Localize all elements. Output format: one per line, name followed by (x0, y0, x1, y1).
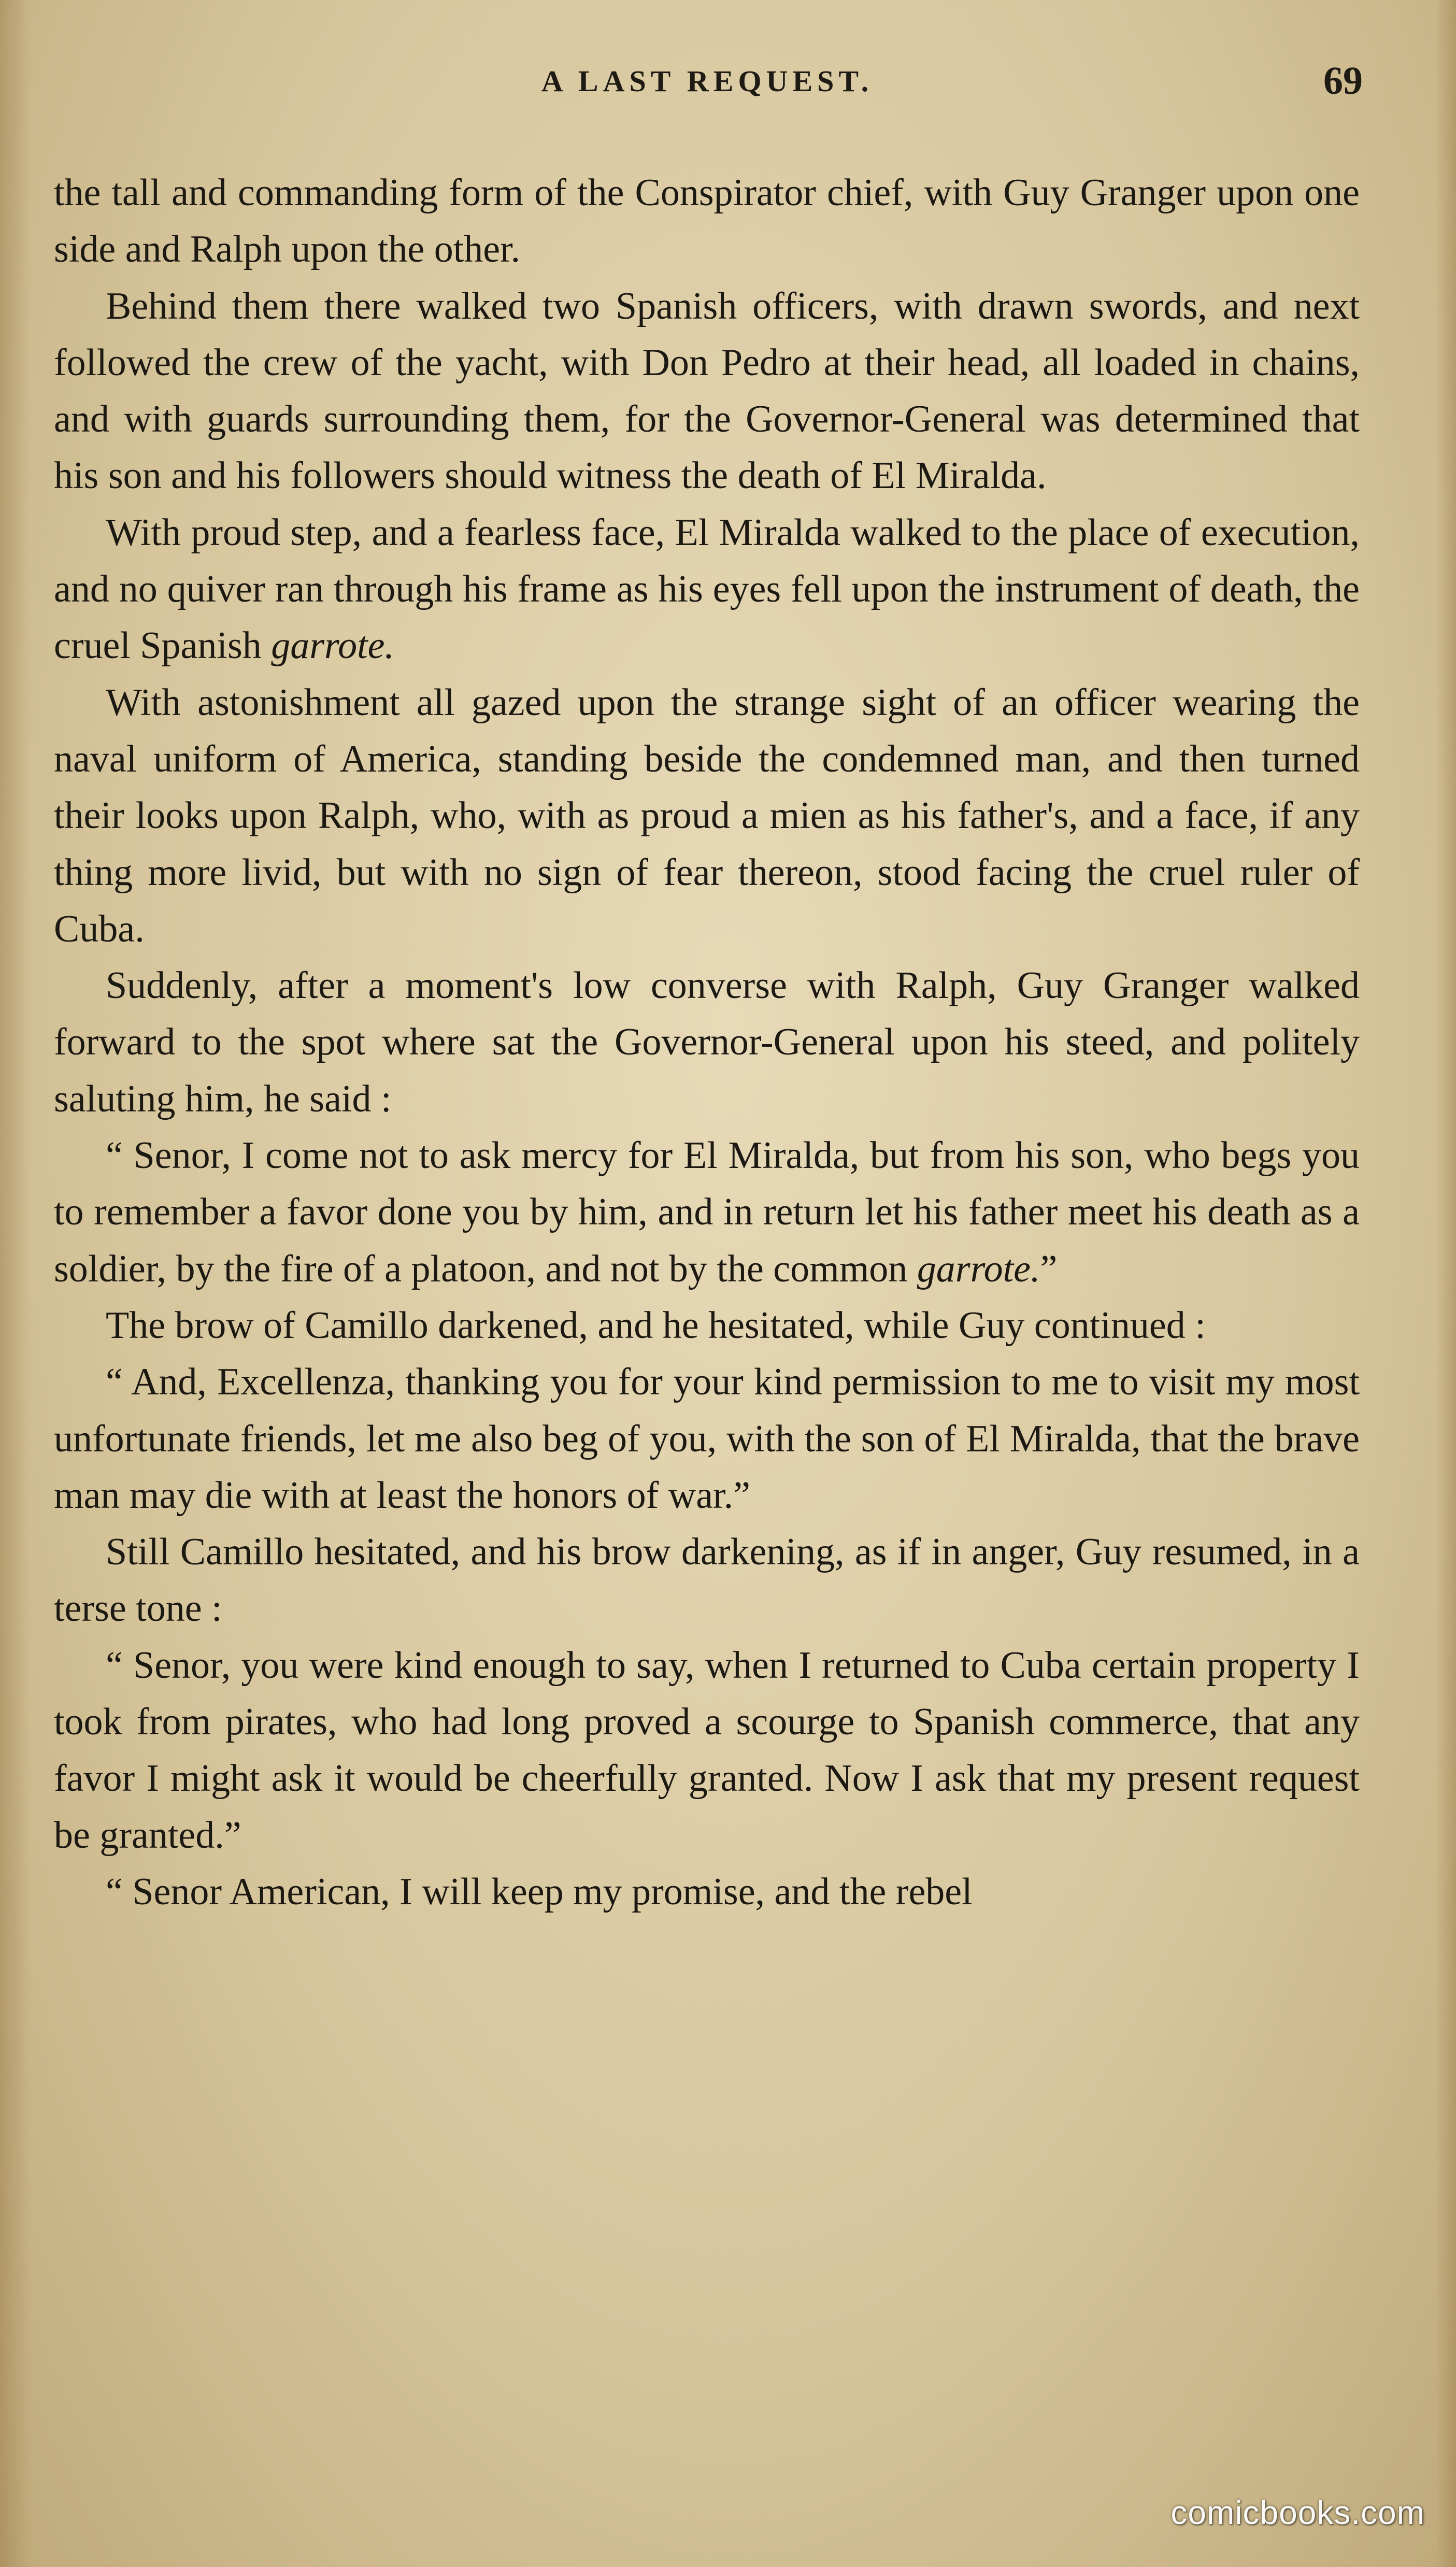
paragraph (54, 505, 1360, 675)
page-number: 69 (1323, 59, 1363, 103)
paragraph (54, 1637, 1360, 1864)
running-title: A LAST REQUEST. (541, 64, 874, 98)
paragraph-text: the tall and commanding form of the Conspirator chief, with Guy Granger upon one side and Ralph upon the other. (54, 172, 1360, 271)
paragraph-text: With proud step, and a fearless face, El Miralda walked to the place of execution, and no quiver ran through his frame as his eyes fell upon the instrument of death, the cruel Spanish (54, 511, 1360, 667)
paragraph (54, 958, 1360, 1128)
italic-text: garrote. (271, 624, 395, 667)
paragraph (54, 1354, 1360, 1524)
paragraph-text: “ Senor American, I will keep my promise, and the rebel (106, 1870, 973, 1913)
paragraph-text: The brow of Camillo darkened, and he hesitated, while Guy continued : (106, 1304, 1206, 1347)
paragraph-text: “ Senor, I come not to ask mercy for El Miralda, but from his son, who begs you to remember a favor done you by him, and in return let his father meet his death as a soldier, by the fire of a platoon, and not by the common (54, 1134, 1360, 1290)
paragraph (54, 1864, 1360, 1920)
page-header (52, 49, 1363, 111)
paragraph-text: With astonishment all gazed upon the strange sight of an officer wearing the naval uniform of America, standing beside the condemned man, and then turned their looks upon Ralph, who, with as proud a mien as his father's, and a face, if any thing more livid, but with no sign of fear thereon, stood facing the cruel ruler of Cuba. (54, 681, 1360, 950)
page-edge-shadow-right (1435, 0, 1456, 2567)
paragraph (54, 165, 1360, 278)
paragraph (54, 1297, 1360, 1354)
paragraph (54, 1128, 1360, 1297)
paragraph-text: “ Senor, you were kind enough to say, when I returned to Cuba certain property I took from pirates, who had long proved a scourge to Spanish commerce, that any favor I might ask it would be cheerfully granted. Now I ask that my present request be granted.” (54, 1644, 1360, 1857)
paragraph-text: Still Camillo hesitated, and his brow darkening, as if in anger, Guy resumed, in a terse tone : (54, 1531, 1360, 1630)
watermark: comicbooks.com (1170, 2494, 1425, 2531)
body-text (54, 165, 1360, 1920)
paragraph-text: Suddenly, after a moment's low converse with Ralph, Guy Granger walked forward to the spot where sat the Governor-General upon his steed, and politely saluting him, he said : (54, 964, 1360, 1120)
paragraph-text: ” (1040, 1247, 1058, 1290)
italic-text: garrote. (917, 1247, 1040, 1290)
paragraph (54, 675, 1360, 958)
paragraph-text: Behind them there walked two Spanish officers, with drawn swords, and next followed the crew of the yacht, with Don Pedro at their head, all loaded in chains, and with guards surrounding them, for the Governor-General was determined that his son and his followers should witness the death of El Miralda. (54, 284, 1360, 497)
page-edge-shadow-left (0, 0, 31, 2567)
paragraph (54, 278, 1360, 505)
paragraph-text: “ And, Excellenza, thanking you for your kind permission to me to visit my most unfortunate friends, let me also beg of you, with the son of El Miralda, that the brave man may die with at least the honors of war.” (54, 1361, 1360, 1517)
paragraph (54, 1524, 1360, 1637)
